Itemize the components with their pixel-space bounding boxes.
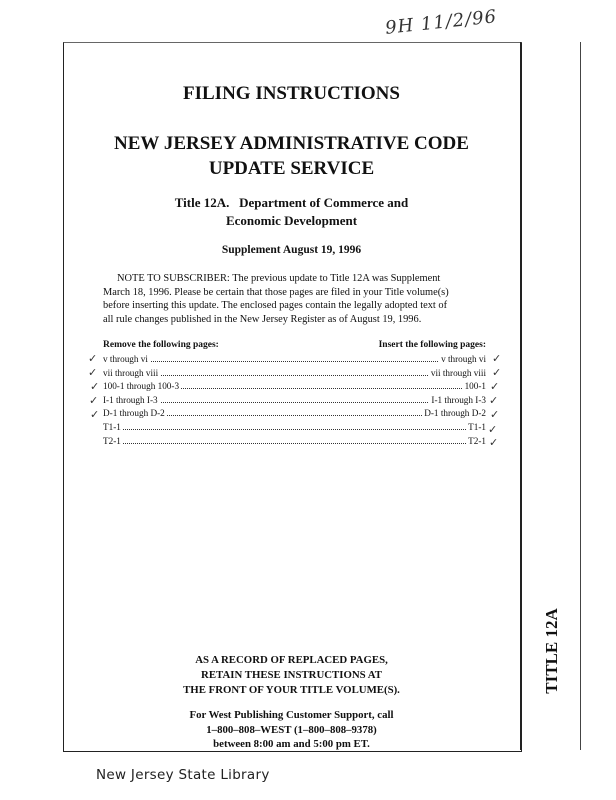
remove-pages: D-1 through D-2: [103, 408, 165, 419]
table-row: [103, 395, 486, 409]
check-mark-icon: ✓: [490, 408, 500, 421]
record-line: AS A RECORD OF REPLACED PAGES,: [195, 654, 388, 666]
support-notice: [63, 708, 520, 752]
code-heading-line2: UPDATE SERVICE: [208, 158, 375, 179]
insert-pages: vii through viii: [430, 367, 486, 378]
title-tab: [535, 596, 569, 706]
check-mark-icon: ✓: [89, 394, 99, 407]
tab-edge: [580, 42, 581, 750]
note-line: before inserting this update. The enclosed pages contain the legally adopted text of: [103, 300, 448, 311]
record-notice: [63, 653, 520, 698]
remove-pages: T2-1: [103, 435, 121, 446]
record-line: RETAIN THESE INSTRUCTIONS AT: [201, 669, 382, 681]
insert-pages: I-1 through I-3: [431, 394, 486, 405]
tab-divider: [520, 42, 521, 750]
title-heading-line2: Economic Development: [225, 213, 358, 228]
support-line: 1–800–808–WEST (1–800–808–9378): [206, 723, 377, 736]
note-line: all rule changes published in the New Jersey Register as of August 19, 1996.: [103, 313, 422, 325]
code-heading: [63, 131, 520, 181]
note-line: NOTE TO SUBSCRIBER: The previous update to Title 12A was Supplement: [117, 273, 441, 284]
remove-pages: v through vi: [103, 354, 148, 364]
insert-header: Insert the following pages:: [378, 340, 486, 350]
remove-pages: vii through viii: [103, 367, 159, 378]
insert-pages: T2-1: [468, 435, 486, 446]
title-heading: [63, 194, 520, 230]
note-line: March 18, 1996. Please be certain that those pages are filed in your Title volume(s): [103, 286, 449, 298]
support-line: between 8:00 am and 5:00 pm ET.: [213, 738, 370, 750]
table-row: [103, 368, 486, 382]
page-title: FILING INSTRUCTIONS: [183, 83, 400, 104]
check-mark-icon: ✓: [490, 380, 500, 393]
insert-pages: 100-1: [464, 381, 486, 392]
table-row: [103, 436, 486, 450]
support-line: For West Publishing Customer Support, call: [189, 709, 394, 721]
dot-leader: [103, 443, 486, 444]
check-mark-icon: ✓: [90, 408, 100, 421]
note-to-subscriber: [103, 272, 489, 326]
supplement-date: Supplement August 19, 1996: [221, 244, 362, 256]
remove-pages: 100-1 through 100-3: [103, 381, 180, 392]
check-mark-icon: ✓: [488, 423, 498, 436]
remove-pages: T1-1: [103, 421, 121, 432]
insert-pages: v through vi: [441, 354, 486, 364]
check-mark-icon: ✓: [88, 352, 98, 365]
library-stamp: New Jersey State Library: [96, 767, 270, 783]
title-tab-label: TITLE 12A: [542, 608, 561, 694]
dot-leader: [103, 361, 486, 362]
insert-pages: T1-1: [468, 421, 486, 432]
title-heading-line1: Title 12A. Department of Commerce and: [174, 195, 409, 210]
page-replacement-table: [103, 340, 486, 449]
table-row: [103, 422, 486, 436]
check-mark-icon: ✓: [90, 380, 100, 393]
remove-header: Remove the following pages:: [103, 340, 219, 350]
handwritten-note: 9H 11/2/96: [384, 6, 499, 39]
code-heading-line1: NEW JERSEY ADMINISTRATIVE CODE: [114, 133, 469, 154]
insert-pages: D-1 through D-2: [424, 408, 486, 419]
check-mark-icon: ✓: [492, 352, 502, 365]
table-row: [103, 408, 486, 422]
check-mark-icon: ✓: [492, 366, 502, 379]
table-row: [103, 354, 486, 368]
table-row: [103, 381, 486, 395]
dot-leader: [103, 429, 486, 430]
remove-pages: I-1 through I-3: [103, 394, 158, 405]
table-header: [103, 340, 486, 354]
check-mark-icon: ✓: [88, 366, 98, 379]
check-mark-icon: ✓: [489, 394, 499, 407]
check-mark-icon: ✓: [489, 436, 499, 449]
record-line: THE FRONT OF YOUR TITLE VOLUME(S).: [183, 684, 400, 696]
